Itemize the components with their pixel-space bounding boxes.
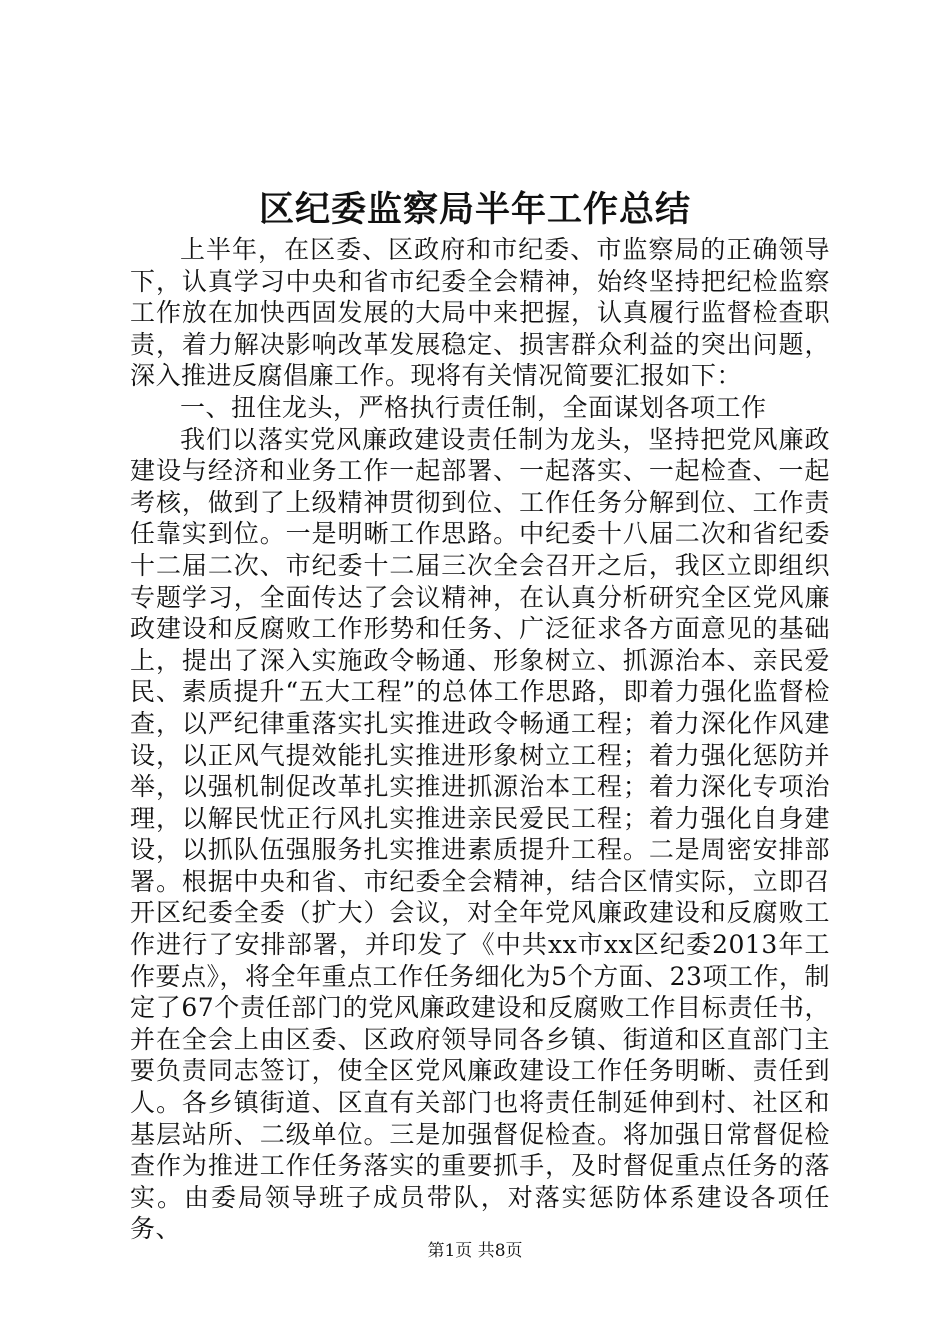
body-paragraph: 我们以落实党风廉政建设责任制为龙头，坚持把党风廉政建设与经济和业务工作一起部署、一起落实、一起检查、一起考核，做到了上级精神贯彻到位、工作任务分解到位、工作责任靠实到位。一是明晰工作思路。中纪委十八届二次和省纪委十二届二次、市纪委十二届三次全会召开之后，我区立即组织专题学习，全面传达了会议精神，在认真分析研究全区党风廉政建设和反腐败工作形势和任务、广泛征求各方面意见的基础上，提出了深入实施政令畅通、形象树立、抓源治本、亲民爱民、素质提升“五大工程”的总体工作思路，即着力强化监督检查，以严纪律重落实扎实推进政令畅通工程；着力深化作风建设，以正风气提效能扎实推进形象树立工程；着力强化惩防并举，以强机制促改革扎实推进抓源治本工程；着力深化专项治理，以解民忧正行风扎实推进亲民爱民工程；着力强化自身建设，以抓队伍强服务扎实推进素质提升工程。二是周密安排部署。根据中央和省、市纪委全会精神，结合区情实际，立即召开区纪委全委（扩大）会议，对全年党风廉政建设和反腐败工作进行了安排部署，并印发了《中共xx市xx区纪委2013年工作要点》，将全年重点工作任务细化为5个方面、23项工作，制定了67个责任部门的党风廉政建设和反腐败工作目标责任书，并在全会上由区委、区政府领导同各乡镇、街道和区直部门主要负责同志签订，使全区党风廉政建设工作任务明晰、责任到人。各乡镇街道、区直有关部门也将责任制延伸到村、社区和基层站所、二级单位。三是加强督促检查。将加强日常督促检查作为推进工作任务落实的重要抓手，及时督促重点任务的落实。由委局领导班子成员带队，对落实惩防体系建设各项任务、 <box>130 424 830 1244</box>
document-title: 区纪委监察局半年工作总结 <box>258 189 691 230</box>
page-number: 第1页 <box>427 1241 473 1261</box>
page-footer <box>0 1240 950 1262</box>
intro-paragraph: 上半年，在区委、区政府和市纪委、市监察局的正确领导下，认真学习中央和省市纪委全会精神，始终坚持把纪检监察工作放在加快西固发展的大局中来把握，认真履行监督检查职责，着力解决影响改革发展稳定、损害群众利益的突出问题，深入推进反腐倡廉工作。现将有关情况简要汇报如下： <box>130 235 830 391</box>
document-body <box>130 234 830 1245</box>
page-total: 共8页 <box>477 1241 523 1261</box>
section-heading: 一、扭住龙头，严格执行责任制，全面谋划各项工作 <box>180 392 767 422</box>
